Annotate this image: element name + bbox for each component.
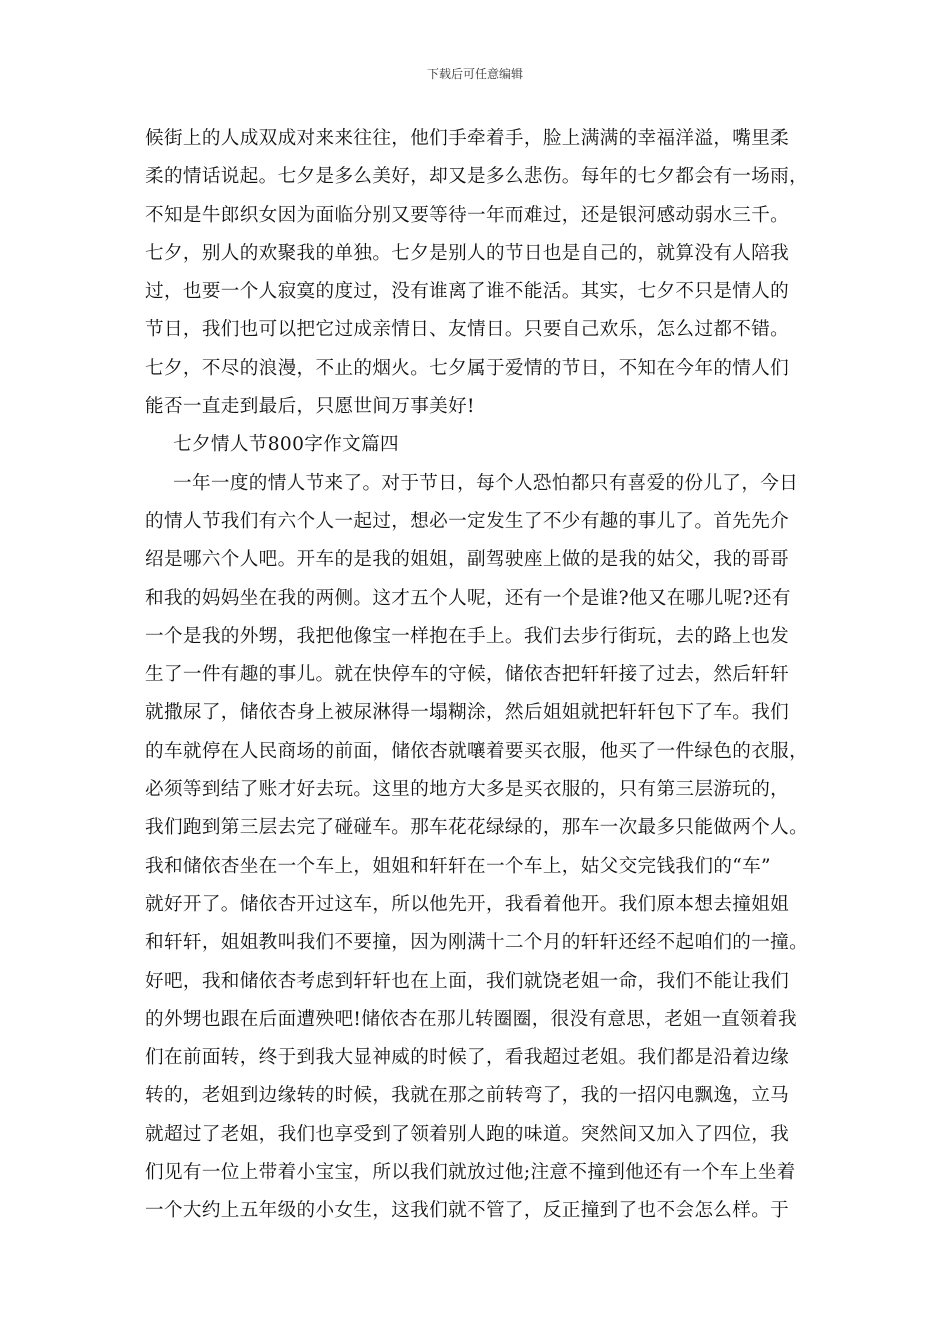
text-line: 柔的情话说起。七夕是多么美好，却又是多么悲伤。每年的七夕都会有一场雨，: [145, 166, 809, 188]
text-line: 必须等到结了账才好去玩。这里的地方大多是买衣服的，只有第三层游玩的，: [145, 779, 790, 801]
text-line: 们在前面转，终于到我大显神威的时候了，看我超过老姐。我们都是沿着边缘: [145, 1047, 790, 1069]
document-body: [145, 120, 810, 1231]
text-line: 七夕，不尽的浪漫，不止的烟火。七夕属于爱情的节日，不知在今年的情人们: [145, 357, 790, 379]
text-line: 们见有一位上带着小宝宝，所以我们就放过他;注意不撞到他还有一个车上坐着: [145, 1162, 796, 1184]
text-line: 的外甥也跟在后面遭殃吧!储依杏在那儿转圈圈，很没有意思，老姐一直领着我: [145, 1008, 797, 1030]
text-line: 一个大约上五年级的小女生，这我们就不管了，反正撞到了也不会怎么样。于: [145, 1200, 790, 1222]
text-line: 候街上的人成双成对来来往往，他们手牵着手，脸上满满的幸福洋溢，嘴里柔: [145, 128, 790, 149]
text-line: 不知是牛郎织女因为面临分别又要等待一年而难过，还是银河感动弱水三千。: [145, 204, 790, 226]
text-line: 就超过了老姐，我们也享受到了领着别人跑的味道。突然间又加入了四位，我: [145, 1123, 790, 1145]
text-line: 就好开了。储依杏开过这车，所以他先开，我看着他开。我们原本想去撞姐姐: [145, 893, 790, 915]
text-line: 我们跑到第三层去完了碰碰车。那车花花绿绿的，那车一次最多只能做两个人。: [145, 817, 809, 839]
text-line: 能否一直走到最后，只愿世间万事美好!: [145, 396, 475, 418]
text-line: 的情人节我们有六个人一起过，想必一定发生了不少有趣的事儿了。首先先介: [145, 510, 790, 532]
text-line: 好吧，我和储依杏考虑到轩轩也在上面，我们就饶老姐一命，我们不能让我们: [145, 970, 790, 992]
text-line: 七夕，别人的欢聚我的单独。七夕是别人的节日也是自己的，就算没有人陪我: [145, 242, 790, 264]
text-line: 我和储依杏坐在一个车上，姐姐和轩轩在一个车上，姑父交完钱我们的“车”: [145, 855, 771, 877]
page-header: 下载后可任意编辑: [426, 67, 523, 81]
text-line: 绍是哪六个人吧。开车的是我的姐姐，副驾驶座上做的是我的姑父，我的哥哥: [145, 549, 790, 571]
text-line: 就撒尿了，储依杏身上被尿淋得一塌糊涂，然后姐姐就把轩轩包下了车。我们: [145, 702, 790, 724]
text-line: 过，也要一个人寂寞的度过，没有谁离了谁不能活。其实，七夕不只是情人的: [145, 281, 790, 303]
text-line: 一年一度的情人节来了。对于节日，每个人恐怕都只有喜爱的份儿了，今日: [173, 472, 799, 494]
text-line: 一个是我的外甥，我把他像宝一样抱在手上。我们去步行街玩，去的路上也发: [145, 625, 790, 647]
text-line: 和我的妈妈坐在我的两侧。这才五个人呢，还有一个是谁?他又在哪儿呢?还有: [145, 587, 791, 609]
text-line: 节日，我们也可以把它过成亲情日、友情日。只要自己欢乐，怎么过都不错。: [145, 319, 790, 341]
text-line: 转的，老姐到边缘转的时候，我就在那之前转弯了，我的一招闪电飘逸，立马: [145, 1085, 790, 1107]
section-heading: 七夕情人节800字作文篇四: [173, 434, 399, 456]
text-line: 生了一件有趣的事儿。就在快停车的守候，储依杏把轩轩接了过去，然后轩轩: [145, 664, 790, 686]
text-line: 的车就停在人民商场的前面，储依杏就嚷着要买衣服，他买了一件绿色的衣服，: [145, 740, 809, 762]
text-line: 和轩轩，姐姐教叫我们不要撞，因为刚满十二个月的轩轩还经不起咱们的一撞。: [145, 932, 809, 954]
